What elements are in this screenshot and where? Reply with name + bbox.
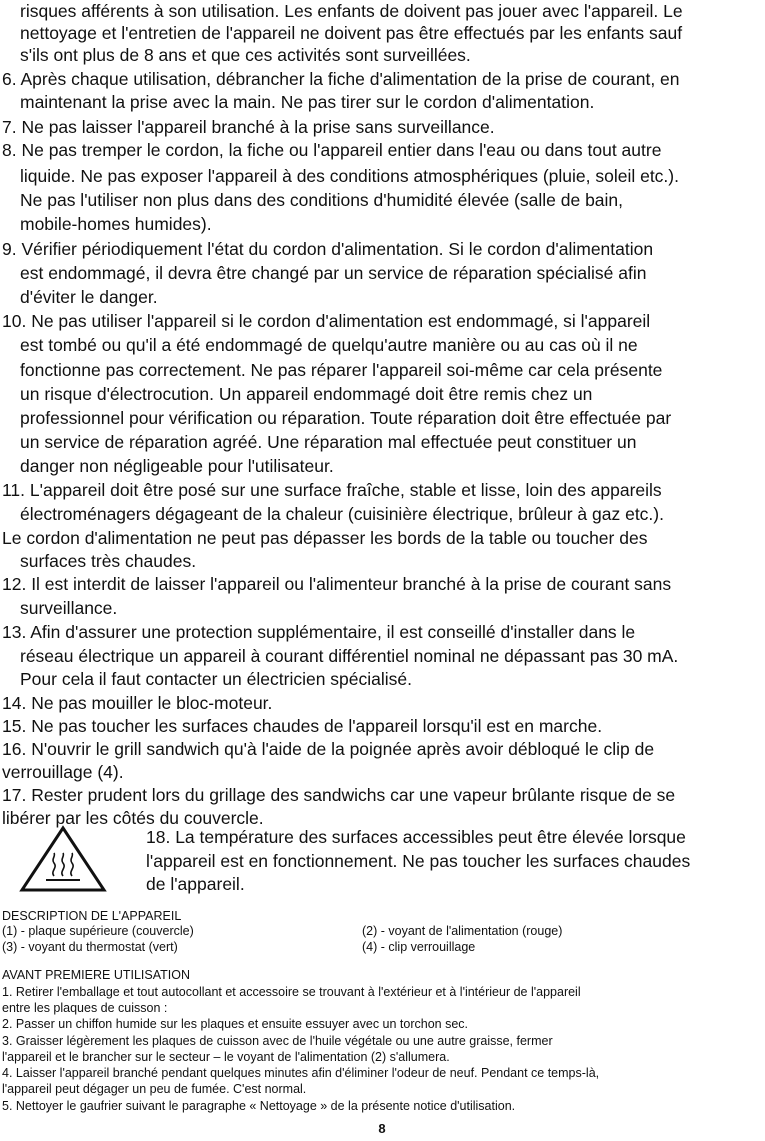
instruction-line: 15. Ne pas toucher les surfaces chaudes de l'appareil lorsqu'il est en marche. — [2, 716, 603, 736]
first-use-line: 5. Nettoyer le gaufrier suivant le paragraphe « Nettoyage » de la présente notice d'utilisation. — [2, 1099, 516, 1113]
first-use-heading: AVANT PREMIERE UTILISATION — [2, 968, 190, 982]
instruction-line: verrouillage (4). — [2, 762, 124, 782]
first-use-line: 2. Passer un chiffon humide sur les plaques et ensuite essuyer avec un torchon sec. — [2, 1017, 469, 1031]
instruction-line: mobile-homes humides). — [20, 214, 212, 234]
instruction-line: électroménagers dégageant de la chaleur (cuisinière électrique, brûleur à gaz etc.). — [20, 504, 664, 524]
first-use-line: entre les plaques de cuisson : — [2, 1001, 168, 1015]
instruction-line: 9. Vérifier périodiquement l'état du cordon d'alimentation. Si le cordon d'alimentation — [2, 239, 654, 259]
instruction-line: est endommagé, il devra être changé par un service de réparation spécialisé afin — [20, 263, 647, 283]
instruction-line: professionnel pour vérification ou réparation. Toute réparation doit être effectuée par — [20, 408, 672, 428]
instruction-line: un service de réparation agréé. Une réparation mal effectuée peut constituer un — [20, 432, 637, 452]
warning-line: 18. La température des surfaces accessibles peut être élevée lorsque — [146, 827, 686, 847]
instruction-line: libérer par les côtés du couvercle. — [2, 808, 264, 828]
warning-line: l'appareil est en fonctionnement. Ne pas toucher les surfaces chaudes — [146, 851, 691, 871]
instruction-line: est tombé ou qu'il a été endommagé de quelqu'autre manière ou au cas où il ne — [20, 335, 638, 355]
instruction-line: s'ils ont plus de 8 ans et que ces activités sont surveillées. — [20, 45, 471, 65]
instruction-line: nettoyage et l'entretien de l'appareil ne doivent pas être effectués par les enfants sauf — [20, 23, 683, 43]
first-use-line: 3. Graisser légèrement les plaques de cuisson avec de l'huile végétale ou une autre graisse, fermer — [2, 1034, 553, 1048]
instruction-line: réseau électrique un appareil à courant différentiel nominal ne dépassant pas 30 mA. — [20, 646, 679, 666]
instruction-line: surfaces très chaudes. — [20, 551, 197, 571]
instruction-line: Ne pas l'utiliser non plus dans des conditions d'humidité élevée (salle de bain, — [20, 190, 624, 210]
instruction-line: surveillance. — [20, 598, 118, 618]
page-number: 8 — [378, 1121, 386, 1136]
instruction-line: fonctionne pas correctement. Ne pas réparer l'appareil soi-même car cela présente — [20, 360, 663, 380]
instruction-line: 8. Ne pas tremper le cordon, la fiche ou l'appareil entier dans l'eau ou dans tout autre — [2, 140, 662, 160]
first-use-line: l'appareil peut dégager un peu de fumée. C'est normal. — [2, 1082, 307, 1096]
instruction-line: d'éviter le danger. — [20, 287, 158, 307]
part-label: (4) - clip verrouillage — [362, 940, 476, 954]
instruction-line: Pour cela il faut contacter un électricien spécialisé. — [20, 669, 413, 689]
instruction-line: 13. Afin d'assurer une protection supplémentaire, il est conseillé d'installer dans le — [2, 622, 636, 642]
hot-surface-warning-icon — [18, 824, 108, 894]
instruction-line: 6. Après chaque utilisation, débrancher la fiche d'alimentation de la prise de courant, en — [2, 69, 680, 89]
first-use-line: 4. Laisser l'appareil branché pendant quelques minutes afin d'éliminer l'odeur de neuf. Pendant ce temps-là, — [2, 1066, 600, 1080]
instruction-line: 16. N'ouvrir le grill sandwich qu'à l'aide de la poignée après avoir débloqué le clip de — [2, 739, 655, 759]
instruction-line: un risque d'électrocution. Un appareil endommagé doit être remis chez un — [20, 384, 593, 404]
instruction-line: 14. Ne pas mouiller le bloc-moteur. — [2, 693, 273, 713]
instruction-line: liquide. Ne pas exposer l'appareil à des conditions atmosphériques (pluie, soleil etc.). — [20, 166, 679, 186]
instruction-line: 11. L'appareil doit être posé sur une surface fraîche, stable et lisse, loin des appareils — [2, 480, 662, 500]
instruction-line: maintenant la prise avec la main. Ne pas tirer sur le cordon d'alimentation. — [20, 92, 595, 112]
instruction-line: 7. Ne pas laisser l'appareil branché à la prise sans surveillance. — [2, 117, 495, 137]
first-use-line: 1. Retirer l'emballage et tout autocollant et accessoire se trouvant à l'extérieur et à l'intérieur de l'appareil — [2, 985, 581, 999]
part-label: (1) - plaque supérieure (couvercle) — [2, 924, 194, 938]
first-use-line: l'appareil et le brancher sur le secteur – le voyant de l'alimentation (2) s'allumera. — [2, 1050, 450, 1064]
warning-line: de l'appareil. — [146, 874, 245, 894]
instruction-line: danger non négligeable pour l'utilisateur. — [20, 456, 334, 476]
part-label: (3) - voyant du thermostat (vert) — [2, 940, 178, 954]
instruction-line: 12. Il est interdit de laisser l'appareil ou l'alimenteur branché à la prise de courant sans — [2, 574, 672, 594]
description-heading: DESCRIPTION DE L'APPAREIL — [2, 909, 182, 923]
instruction-line: 10. Ne pas utiliser l'appareil si le cordon d'alimentation est endommagé, si l'appareil — [2, 311, 651, 331]
instruction-line: 17. Rester prudent lors du grillage des sandwichs car une vapeur brûlante risque de se — [2, 785, 676, 805]
instruction-line: Le cordon d'alimentation ne peut pas dépasser les bords de la table ou toucher des — [2, 528, 648, 548]
instruction-line: risques afférents à son utilisation. Les enfants de doivent pas jouer avec l'appareil. Le — [20, 1, 683, 21]
part-label: (2) - voyant de l'alimentation (rouge) — [362, 924, 563, 938]
